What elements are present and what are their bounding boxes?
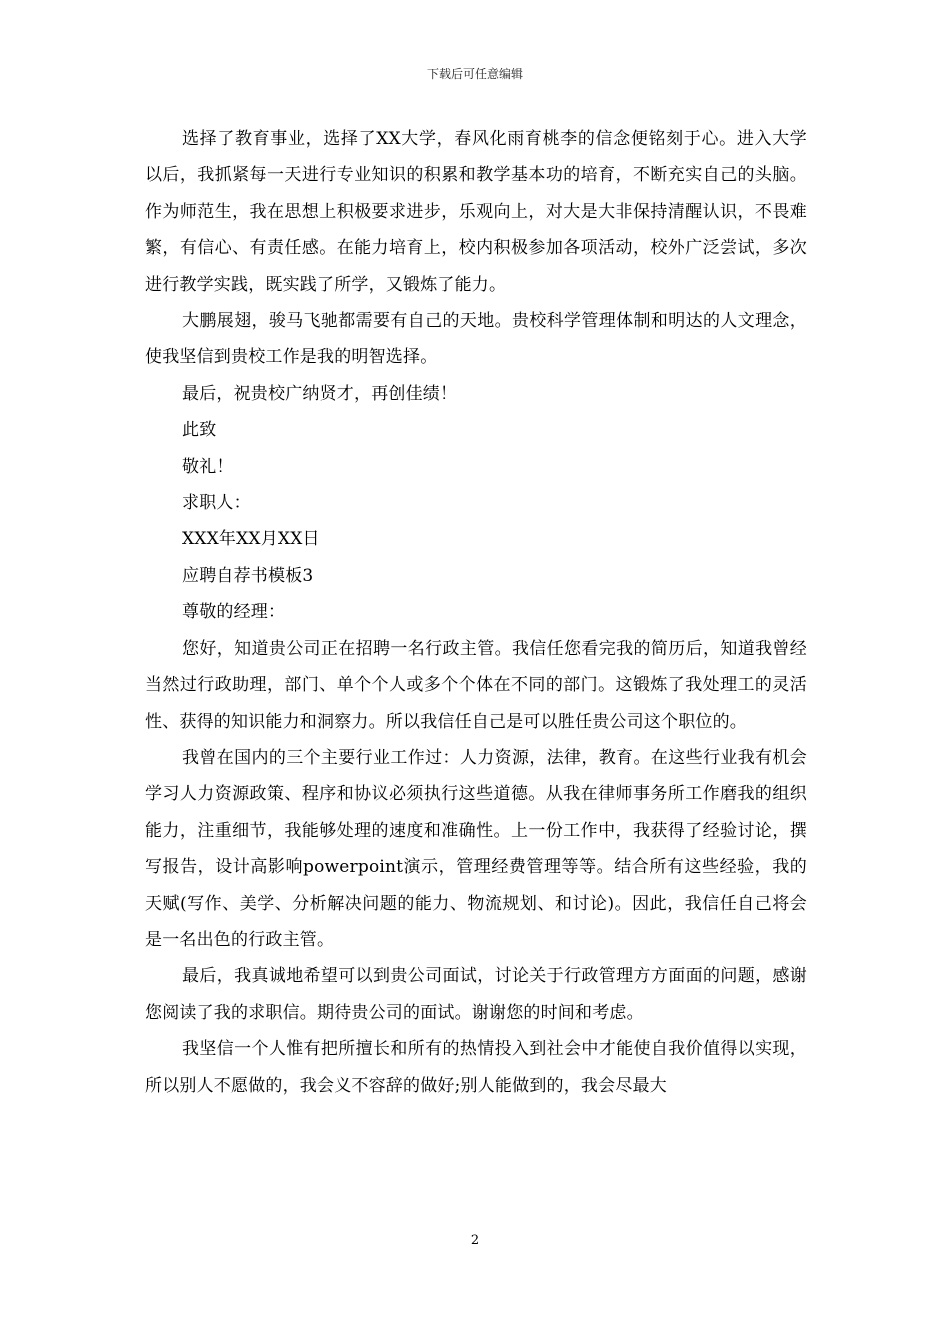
paragraph-interview: 最后，我真诚地希望可以到贵公司面试，讨论关于行政管理方方面面的问题，感谢您阅读了我的求职信。期待贵公司的面试。谢谢您的时间和考虑。 [145,966,807,1023]
paragraph-aspiration: 大鹏展翅，骏马飞驰都需要有自己的天地。贵校科学管理体制和明达的人文理念，使我坚信到贵校工作是我的明智选择。 [145,311,807,368]
greeting-manager: 尊敬的经理： [182,602,286,623]
paragraph-experience: 我曾在国内的三个主要行业工作过：人力资源，法律，教育。在这些行业我有机会学习人力资源政策、程序和协议必须执行这些道德。从我在律师事务所工作磨我的组织能力，注重细节，我能够处理的速度和准确性。上一份工作中，我获得了经验讨论，撰写报告，设计高影响powerpoint演示，管理经费管理等等。结合所有这些经验，我的天赋(写作、美学、分析解决问题的能力、物流规划、和讨论)。因此，我信任自己将会是一名出色的行政主管。 [145,747,807,950]
salutation-cizhi: 此致 [182,420,217,441]
letter-date: XXX年XX月XX日 [182,529,320,550]
section-title-template3: 应聘自荐书模板3 [182,565,314,586]
document-body [145,121,807,1104]
closing-wish: 最后，祝贵校广纳贤才，再创佳绩！ [182,383,458,404]
salutation-jingli: 敬礼！ [182,456,234,477]
paragraph-intro: 您好，知道贵公司正在招聘一名行政主管。我信任您看完我的简历后，知道我曾经当然过行政助理，部门、单个个人或多个个体在不同的部门。这锻炼了我处理工的灵活性、获得的知识能力和洞察力。所以我信任自己是可以胜任贵公司这个职位的。 [145,638,807,732]
applicant-label: 求职人： [182,493,251,514]
paragraph-belief: 我坚信一个人惟有把所擅长和所有的热情投入到社会中才能使自我价值得以实现，所以别人不愿做的，我会义不容辞的做好;别人能做到的，我会尽最大 [145,1039,807,1096]
page-number: 2 [470,1233,480,1248]
paragraph-education: 选择了教育事业，选择了XX大学，春风化雨育桃李的信念便铭刻于心。进入大学以后，我抓紧每一天进行专业知识的积累和教学基本功的培育，不断充实自己的头脑。作为师范生，我在思想上积极要求进步，乐观向上，对大是大非保持清醒认识，不畏难繁，有信心、有责任感。在能力培育上，校内积极参加各项活动，校外广泛尝试，多次进行教学实践，既实践了所学，又锻炼了能力。 [145,129,807,295]
page-header: 下载后可任意编辑 [426,67,523,81]
